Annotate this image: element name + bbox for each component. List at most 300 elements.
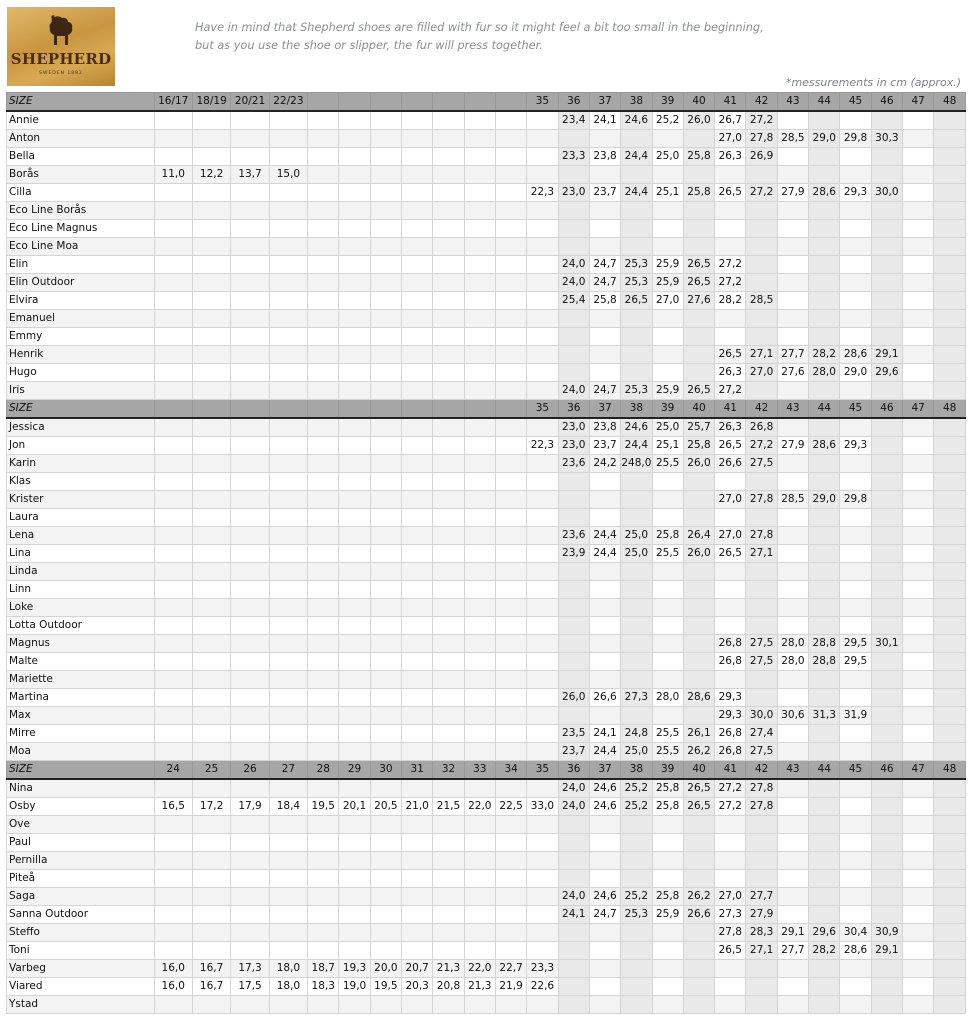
measurement-cell: [558, 707, 589, 725]
measurement-cell: [495, 707, 526, 725]
measurement-cell: [231, 816, 269, 834]
measurement-cell: [589, 581, 620, 599]
measurement-cell: [433, 725, 464, 743]
measurement-cell: [840, 996, 871, 1014]
measurement-cell: [621, 581, 652, 599]
size-header-cell: [339, 93, 370, 112]
measurement-cell: [840, 527, 871, 545]
measurement-cell: [621, 671, 652, 689]
measurement-cell: [464, 996, 495, 1014]
measurement-cell: [269, 310, 307, 328]
measurement-cell: [339, 906, 370, 924]
measurement-cell: 23,7: [589, 437, 620, 455]
measurement-cell: [370, 888, 401, 906]
model-name: Malte: [7, 653, 155, 671]
measurement-cell: [903, 671, 934, 689]
measurement-cell: 26,1: [683, 725, 714, 743]
measurement-cell: [934, 292, 966, 310]
measurement-cell: [495, 743, 526, 761]
measurement-cell: [464, 599, 495, 617]
measurement-cell: [934, 779, 966, 798]
measurement-cell: [527, 238, 558, 256]
size-header-cell: 16/17: [154, 93, 192, 112]
measurement-cell: [192, 852, 230, 870]
measurement-cell: [339, 202, 370, 220]
measurement-cell: 20,8: [433, 978, 464, 996]
measurement-cell: [495, 455, 526, 473]
measurement-cell: [231, 834, 269, 852]
measurement-cell: 28,6: [809, 437, 840, 455]
measurement-cell: [464, 184, 495, 202]
measurement-cell: [308, 491, 339, 509]
measurement-cell: [683, 310, 714, 328]
measurement-cell: [903, 274, 934, 292]
measurement-cell: [903, 798, 934, 816]
measurement-cell: [871, 491, 902, 509]
measurement-cell: [154, 743, 192, 761]
measurement-cell: [433, 834, 464, 852]
measurement-cell: [652, 942, 683, 960]
measurement-cell: [402, 707, 433, 725]
measurement-cell: [339, 274, 370, 292]
measurement-cell: [840, 220, 871, 238]
size-header-cell: 46: [871, 400, 902, 419]
measurement-cell: [154, 292, 192, 310]
measurement-cell: 23,6: [558, 527, 589, 545]
measurement-cell: [339, 148, 370, 166]
measurement-cell: [903, 382, 934, 400]
measurement-cell: 24,0: [558, 888, 589, 906]
measurement-cell: [589, 166, 620, 184]
measurement-cell: [464, 743, 495, 761]
measurement-cell: [683, 978, 714, 996]
measurement-cell: 24,6: [621, 418, 652, 437]
measurement-cell: [192, 346, 230, 364]
measurement-cell: 16,5: [154, 798, 192, 816]
measurement-cell: [154, 238, 192, 256]
measurement-cell: [840, 960, 871, 978]
measurement-cell: [370, 870, 401, 888]
measurement-cell: 27,0: [652, 292, 683, 310]
measurement-cell: [527, 906, 558, 924]
measurement-cell: [339, 310, 370, 328]
measurement-cell: 25,5: [652, 725, 683, 743]
measurement-cell: 28,6: [840, 942, 871, 960]
measurement-cell: 23,3: [558, 148, 589, 166]
measurement-cell: [192, 924, 230, 942]
measurement-cell: [402, 256, 433, 274]
measurement-cell: 28,5: [777, 130, 808, 148]
measurement-cell: 25,3: [621, 256, 652, 274]
measurement-cell: [527, 924, 558, 942]
measurement-cell: [308, 111, 339, 130]
measurement-cell: 29,3: [840, 437, 871, 455]
measurement-cell: [683, 581, 714, 599]
measurement-cell: 27,5: [746, 653, 777, 671]
measurement-cell: [683, 563, 714, 581]
measurement-cell: [809, 870, 840, 888]
measurement-cell: [402, 599, 433, 617]
measurement-cell: [464, 310, 495, 328]
measurement-cell: 26,8: [746, 418, 777, 437]
measurement-cell: 27,8: [746, 491, 777, 509]
measurement-cell: 22,6: [527, 978, 558, 996]
measurement-cell: [527, 509, 558, 527]
measurement-cell: [621, 220, 652, 238]
measurement-cell: [464, 671, 495, 689]
measurement-cell: [495, 130, 526, 148]
size-header-cell: [495, 400, 526, 419]
measurement-cell: 27,0: [715, 130, 746, 148]
measurement-cell: [433, 689, 464, 707]
measurement-cell: [495, 364, 526, 382]
measurement-cell: [934, 545, 966, 563]
measurement-cell: [715, 220, 746, 238]
measurement-cell: [746, 581, 777, 599]
measurement-cell: [339, 617, 370, 635]
size-header-cell: 45: [840, 761, 871, 780]
model-name: Elvira: [7, 292, 155, 310]
measurement-cell: 26,8: [715, 653, 746, 671]
measurement-cell: [339, 689, 370, 707]
measurement-cell: [871, 148, 902, 166]
measurement-cell: [903, 888, 934, 906]
measurement-cell: [370, 743, 401, 761]
measurement-cell: 22,7: [495, 960, 526, 978]
measurement-cell: 27,5: [746, 635, 777, 653]
size-header-row: [7, 400, 966, 419]
measurement-cell: [652, 635, 683, 653]
measurement-cell: [269, 581, 307, 599]
measurement-cell: 24,7: [589, 274, 620, 292]
measurement-cell: 18,4: [269, 798, 307, 816]
fur-notice-line: but as you use the shoe or slipper, the fur will press together.: [195, 39, 543, 52]
measurement-cell: 25,0: [621, 545, 652, 563]
size-header-row: [7, 761, 966, 780]
model-name: Bella: [7, 148, 155, 166]
measurement-cell: [339, 816, 370, 834]
measurement-cell: [871, 220, 902, 238]
model-name: Osby: [7, 798, 155, 816]
measurement-cell: 27,2: [746, 111, 777, 130]
measurement-cell: [192, 779, 230, 798]
measurement-cell: [231, 635, 269, 653]
measurement-cell: 21,3: [464, 978, 495, 996]
measurement-cell: [308, 455, 339, 473]
measurement-cell: [777, 617, 808, 635]
measurement-cell: [269, 292, 307, 310]
table-row: [7, 834, 966, 852]
measurement-cell: 29,1: [871, 942, 902, 960]
model-name: Eco Line Moa: [7, 238, 155, 256]
table-row: [7, 364, 966, 382]
model-name: Hugo: [7, 364, 155, 382]
measurement-cell: [154, 834, 192, 852]
measurement-cell: [840, 202, 871, 220]
measurement-cell: [809, 816, 840, 834]
size-header-cell: 38: [621, 761, 652, 780]
measurement-cell: [370, 563, 401, 581]
measurement-cell: [339, 834, 370, 852]
measurement-cell: [308, 599, 339, 617]
measurement-cell: [683, 996, 714, 1014]
measurement-cell: [746, 202, 777, 220]
measurement-cell: 25,7: [683, 418, 714, 437]
measurement-cell: [402, 743, 433, 761]
measurement-cell: [840, 816, 871, 834]
measurement-cell: 25,2: [621, 798, 652, 816]
measurement-cell: [809, 292, 840, 310]
measurement-cell: [558, 166, 589, 184]
measurement-cell: 23,0: [558, 418, 589, 437]
measurement-cell: [527, 689, 558, 707]
table-row: [7, 111, 966, 130]
measurement-cell: 27,4: [746, 725, 777, 743]
measurement-cell: [621, 978, 652, 996]
measurement-cell: [777, 527, 808, 545]
measurement-cell: [840, 725, 871, 743]
measurement-cell: 25,8: [652, 527, 683, 545]
measurement-cell: [192, 617, 230, 635]
measurement-cell: [840, 798, 871, 816]
measurement-cell: [871, 310, 902, 328]
measurement-cell: [809, 798, 840, 816]
measurement-cell: [231, 779, 269, 798]
measurement-cell: 25,3: [621, 274, 652, 292]
measurement-cell: 26,3: [715, 364, 746, 382]
measurement-cell: [934, 743, 966, 761]
table-row: [7, 130, 966, 148]
measurement-cell: [370, 202, 401, 220]
measurement-cell: [871, 238, 902, 256]
measurement-cell: [495, 418, 526, 437]
measurement-cell: [840, 328, 871, 346]
table-row: [7, 310, 966, 328]
measurement-cell: [308, 743, 339, 761]
measurement-cell: 25,5: [652, 545, 683, 563]
size-chart-body: [7, 93, 966, 1014]
measurement-cell: [433, 184, 464, 202]
size-header-cell: 25: [192, 761, 230, 780]
size-header-cell: [192, 400, 230, 419]
measurement-cell: [308, 924, 339, 942]
measurement-cell: [464, 328, 495, 346]
measurement-cell: [269, 382, 307, 400]
measurement-cell: [308, 653, 339, 671]
measurement-cell: [558, 563, 589, 581]
measurement-cell: [433, 599, 464, 617]
measurement-cell: 24,0: [558, 274, 589, 292]
size-header-label: SIZE: [7, 400, 155, 419]
measurement-cell: 29,6: [871, 364, 902, 382]
size-header-cell: 41: [715, 400, 746, 419]
measurement-cell: [308, 725, 339, 743]
measurement-cell: [621, 834, 652, 852]
measurement-cell: [433, 906, 464, 924]
model-name: Mirre: [7, 725, 155, 743]
measurement-cell: [934, 707, 966, 725]
measurement-cell: [934, 798, 966, 816]
measurement-cell: [903, 978, 934, 996]
measurement-cell: [840, 888, 871, 906]
table-row: [7, 779, 966, 798]
measurement-cell: 23,7: [558, 743, 589, 761]
measurement-cell: 27,8: [746, 779, 777, 798]
measurement-cell: 28,2: [715, 292, 746, 310]
measurement-cell: [269, 545, 307, 563]
table-row: [7, 852, 966, 870]
measurement-cell: [715, 816, 746, 834]
size-header-cell: 35: [527, 400, 558, 419]
measurement-cell: [464, 509, 495, 527]
measurement-cell: [777, 166, 808, 184]
measurement-cell: 26,8: [715, 743, 746, 761]
measurement-cell: 26,2: [683, 743, 714, 761]
measurement-cell: [495, 346, 526, 364]
measurement-cell: 28,5: [746, 292, 777, 310]
measurement-cell: [231, 274, 269, 292]
measurement-cell: 28,2: [809, 346, 840, 364]
measurement-cell: [589, 870, 620, 888]
measurement-cell: [495, 779, 526, 798]
measurement-cell: [464, 563, 495, 581]
measurement-cell: [269, 148, 307, 166]
measurement-cell: [652, 473, 683, 491]
measurement-cell: [370, 130, 401, 148]
measurement-cell: [154, 906, 192, 924]
measurement-cell: [231, 382, 269, 400]
measurement-cell: [269, 473, 307, 491]
measurement-cell: [527, 996, 558, 1014]
table-row: [7, 238, 966, 256]
table-row: [7, 888, 966, 906]
measurement-cell: [903, 364, 934, 382]
measurement-cell: [402, 220, 433, 238]
table-row: [7, 996, 966, 1014]
size-header-cell: [269, 400, 307, 419]
measurement-cell: 24,0: [558, 256, 589, 274]
measurement-cell: [871, 473, 902, 491]
measurement-cell: 15,0: [269, 166, 307, 184]
measurement-cell: [308, 310, 339, 328]
measurement-cell: 26,5: [683, 779, 714, 798]
measurement-cell: 24,4: [621, 437, 652, 455]
measurement-cell: [231, 184, 269, 202]
measurement-cell: 21,5: [433, 798, 464, 816]
measurement-cell: [777, 779, 808, 798]
measurement-cell: [154, 707, 192, 725]
sheep-icon: [46, 13, 76, 47]
measurement-cell: [464, 202, 495, 220]
measurement-cell: [308, 816, 339, 834]
measurement-cell: [715, 509, 746, 527]
measurement-cell: [809, 599, 840, 617]
measurement-cell: [339, 779, 370, 798]
measurement-cell: 18,7: [308, 960, 339, 978]
table-row: [7, 906, 966, 924]
measurement-cell: 27,0: [715, 888, 746, 906]
measurement-cell: 16,0: [154, 960, 192, 978]
size-header-label: SIZE: [7, 761, 155, 780]
measurement-cell: [621, 473, 652, 491]
measurement-cell: [192, 111, 230, 130]
measurement-cell: [370, 599, 401, 617]
measurement-cell: [402, 184, 433, 202]
size-header-cell: 26: [231, 761, 269, 780]
measurement-cell: 33,0: [527, 798, 558, 816]
measurement-cell: [934, 328, 966, 346]
measurement-cell: [154, 346, 192, 364]
measurement-cell: [269, 653, 307, 671]
measurement-cell: [527, 202, 558, 220]
measurement-cell: [809, 256, 840, 274]
measurement-cell: [652, 870, 683, 888]
measurement-cell: [192, 834, 230, 852]
measurement-cell: 24,7: [589, 256, 620, 274]
table-row: [7, 617, 966, 635]
measurement-cell: [192, 274, 230, 292]
measurement-cell: [192, 870, 230, 888]
measurement-cell: 24,2: [589, 455, 620, 473]
measurement-cell: [464, 834, 495, 852]
measurement-cell: [871, 743, 902, 761]
measurement-cell: 27,0: [746, 364, 777, 382]
measurement-cell: 16,0: [154, 978, 192, 996]
measurement-cell: [464, 382, 495, 400]
measurement-cell: [589, 238, 620, 256]
measurement-cell: 25,8: [683, 437, 714, 455]
measurement-cell: 24,7: [589, 906, 620, 924]
measurement-cell: 28,0: [809, 364, 840, 382]
measurement-cell: [339, 166, 370, 184]
measurement-cell: [840, 238, 871, 256]
measurement-cell: [231, 256, 269, 274]
measurement-cell: [903, 220, 934, 238]
measurement-cell: 19,5: [308, 798, 339, 816]
model-name: Annie: [7, 111, 155, 130]
measurement-cell: 27,0: [715, 491, 746, 509]
measurement-cell: [558, 599, 589, 617]
shepherd-logo: [7, 7, 115, 86]
measurement-cell: [154, 888, 192, 906]
measurement-cell: 30,6: [777, 707, 808, 725]
measurement-cell: [934, 942, 966, 960]
model-name: Borås: [7, 166, 155, 184]
table-row: [7, 924, 966, 942]
measurement-cell: [308, 437, 339, 455]
measurement-cell: [192, 418, 230, 437]
measurement-cell: [903, 545, 934, 563]
measurement-cell: 24,8: [621, 725, 652, 743]
measurement-cell: [621, 328, 652, 346]
measurement-cell: [154, 924, 192, 942]
measurement-cell: [777, 834, 808, 852]
measurement-cell: [871, 328, 902, 346]
measurement-cell: [154, 870, 192, 888]
model-name: Linn: [7, 581, 155, 599]
measurement-cell: [308, 364, 339, 382]
size-header-cell: 43: [777, 93, 808, 112]
measurement-cell: [558, 202, 589, 220]
measurement-cell: [527, 545, 558, 563]
measurement-cell: [840, 671, 871, 689]
measurement-cell: [558, 238, 589, 256]
measurement-cell: [154, 473, 192, 491]
measurement-cell: [746, 274, 777, 292]
size-header-cell: 36: [558, 400, 589, 419]
measurement-cell: [903, 635, 934, 653]
measurement-cell: [339, 599, 370, 617]
